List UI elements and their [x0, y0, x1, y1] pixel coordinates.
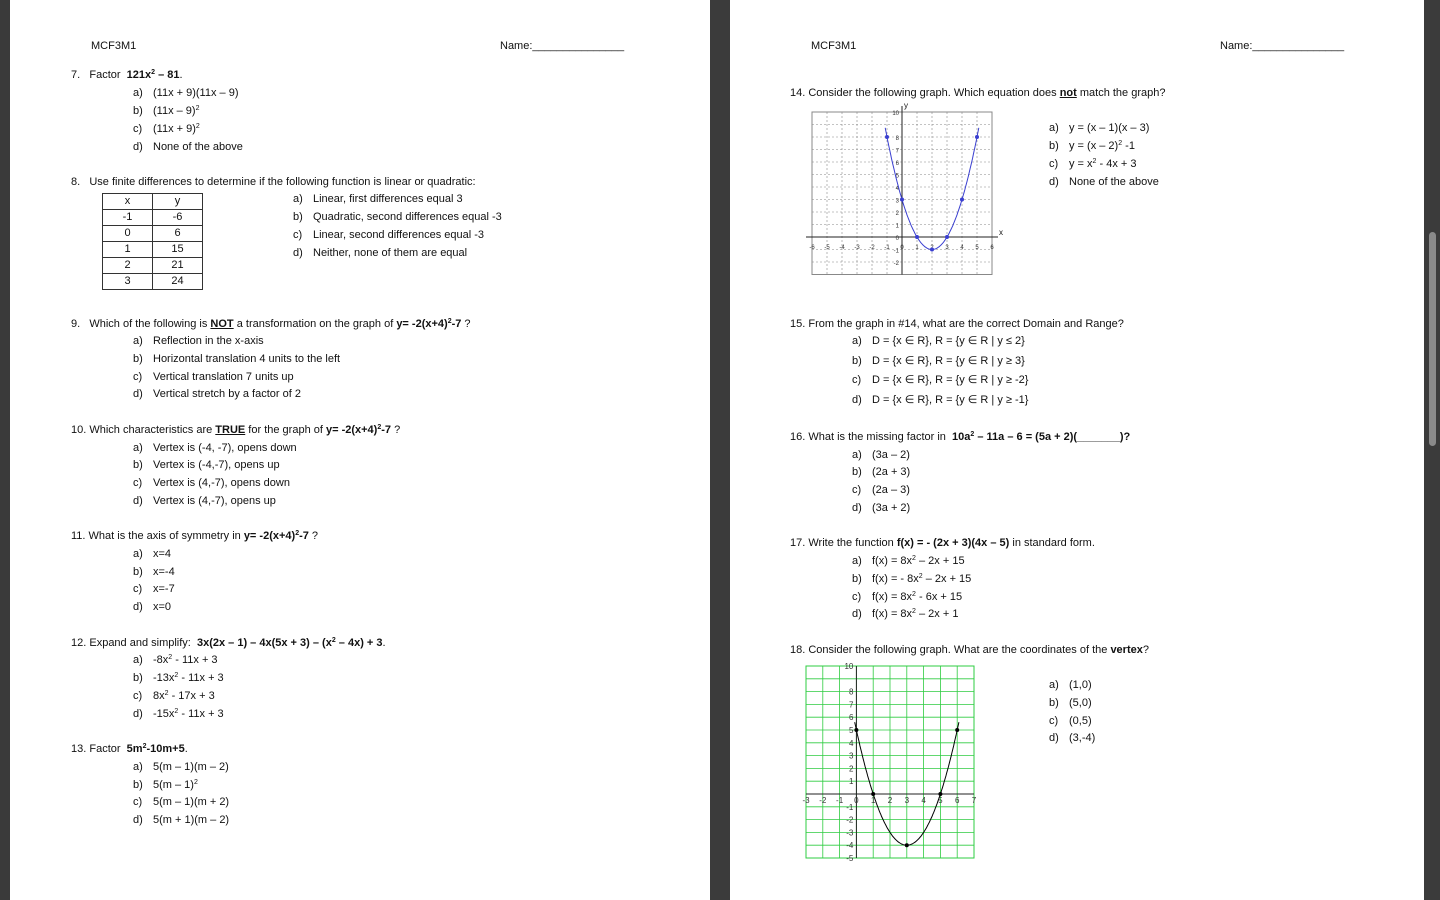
- y-axis-label: y: [904, 101, 908, 110]
- q17-option-a[interactable]: a) $f(x) = 8x^2 - 2x + 15$: [852, 555, 965, 567]
- course-code: MCF3M1: [91, 40, 137, 52]
- y-tick-label: 6: [848, 713, 854, 723]
- data-point: [975, 135, 979, 139]
- q18-option-c[interactable]: c) (0,5): [1049, 715, 1092, 727]
- q8-option-b[interactable]: b) Quadratic, second differences equal -3: [293, 211, 502, 223]
- x-tick-label: 6: [954, 796, 960, 805]
- x-tick-label: 0: [900, 245, 904, 251]
- q11-option-d[interactable]: d) x=0: [133, 601, 172, 613]
- data-point: [960, 198, 964, 202]
- q18-option-b[interactable]: b) (5,0): [1049, 697, 1092, 709]
- table-row: -1 -6: [103, 210, 203, 226]
- question-17: 17. Write the function f(x) = - (2x + 3)(4x – 5) in standard form.: [790, 537, 1095, 549]
- y-tick-label: -1: [846, 802, 854, 812]
- x-tick-label: -5: [824, 245, 830, 251]
- y-tick-label: 7: [895, 148, 899, 155]
- q12-option-d[interactable]: d) $-15x^2 - 11x + 3$: [133, 708, 224, 720]
- x-tick-label: -4: [839, 245, 845, 251]
- y-tick-label: 4: [848, 738, 854, 748]
- document-page-left: [10, 0, 710, 900]
- table-row: 2 21: [103, 258, 203, 274]
- q9-option-c[interactable]: c) Vertical translation 7 units up: [133, 371, 294, 383]
- x-tick-label: -6: [809, 245, 815, 251]
- q9-option-a[interactable]: a) Reflection in the x-axis: [133, 335, 264, 347]
- question-8: 8. Use finite differences to determine if the following function is linear or quadratic:: [71, 176, 476, 188]
- q8-option-c[interactable]: c) Linear, second differences equal -3: [293, 229, 485, 241]
- x-axis-label: x: [999, 228, 1003, 237]
- data-point: [900, 198, 904, 202]
- q10-option-a[interactable]: a) Vertex is (-4, -7), opens down: [133, 442, 297, 454]
- x-tick-label: 3: [945, 245, 949, 251]
- question-16: 16. What is the missing factor in $10a^2 - 11a - 6 = (5a$ + 2)(_______)?: [790, 431, 1131, 443]
- q10-option-c[interactable]: c) Vertex is (4,-7), opens down: [133, 477, 290, 489]
- y-tick-label: -3: [846, 828, 854, 838]
- y-tick-label: -4: [846, 841, 854, 851]
- q14-option-d[interactable]: d) None of the above: [1049, 176, 1159, 188]
- y-tick-label: 3: [895, 198, 899, 205]
- q7-option-a[interactable]: a) (11x + 9)(11x – 9): [133, 87, 239, 99]
- y-tick-label: 5: [848, 726, 854, 735]
- q13-option-d[interactable]: d) 5(m + 1)(m – 2): [133, 814, 230, 826]
- question-14: 14. Consider the following graph. Which equation does not match the graph?: [790, 87, 1166, 99]
- q7-option-d[interactable]: d) None of the above: [133, 141, 243, 153]
- x-tick-label: 1: [870, 796, 876, 805]
- y-tick-label: -2: [846, 815, 854, 825]
- data-point: [915, 235, 919, 239]
- q17-option-b[interactable]: b) f(x) = - $8x^2 - 2x + 15$: [852, 573, 972, 585]
- q11-option-a[interactable]: a) x=4: [133, 548, 172, 560]
- y-tick-label: -1: [893, 248, 899, 255]
- q14-parabola-graph: [806, 100, 1006, 285]
- q7-option-c[interactable]: c) $(11x + 9)^2$: [133, 123, 200, 135]
- q15-option-a[interactable]: a) D = {x ∈ R}, R = {y ∈ R | y ≤ 2}: [852, 335, 1025, 347]
- x-tick-label: 1: [915, 245, 919, 251]
- q16-option-c[interactable]: c) (2a – 3): [852, 484, 910, 496]
- q14-option-b[interactable]: b) y = (x – 2)$^2$ -1: [1049, 140, 1135, 152]
- q14-option-a[interactable]: a) y = (x – 1)(x – 3): [1049, 122, 1150, 134]
- data-point: [945, 235, 949, 239]
- page-gutter: [710, 0, 730, 900]
- question-7: 7. Factor $121x^2 - 81$.: [71, 69, 183, 81]
- x-tick-label: -3: [802, 796, 810, 805]
- scrollbar-thumb[interactable]: [1429, 232, 1436, 446]
- q18-option-d[interactable]: d) (3,-4): [1049, 732, 1096, 744]
- data-point: [930, 248, 934, 252]
- q15-option-d[interactable]: d) D = {x ∈ R}, R = {y ∈ R | y ≥ -1}: [852, 394, 1029, 406]
- finite-differences-table: [102, 193, 203, 290]
- q18-parabola-graph: [794, 656, 984, 861]
- y-tick-label: 5: [895, 173, 899, 180]
- q17-option-c[interactable]: c) $f(x) = 8x^2 - 6x + 15$: [852, 591, 963, 603]
- data-point: [938, 792, 942, 796]
- x-tick-label: 5: [938, 796, 943, 805]
- x-tick-label: 4: [921, 796, 926, 805]
- data-point: [955, 728, 959, 732]
- q18-option-a[interactable]: a) (1,0): [1049, 679, 1092, 691]
- y-tick-label: 8: [848, 687, 854, 697]
- q8-option-a[interactable]: a) Linear, first differences equal 3: [293, 193, 463, 205]
- question-12: 12. Expand and simplify: $3x(2x - 1) - 4x(5x + 3) - (x^2 - 4x) + 3$.: [71, 637, 386, 649]
- q17-option-d[interactable]: d) $f(x) = 8x^2 - 2x + 1$: [852, 608, 959, 620]
- x-tick-label: 6: [990, 245, 994, 251]
- y-tick-label: 0: [895, 236, 899, 242]
- y-tick-label: 3: [848, 751, 854, 761]
- q13-option-b[interactable]: b) 5(m – 1)$^2$: [133, 779, 198, 791]
- y-tick-label: 8: [895, 136, 899, 142]
- x-tick-label: 5: [975, 245, 979, 251]
- y-tick-label: 2: [895, 211, 899, 217]
- q7-option-b[interactable]: b) (11x – 9)$^2$: [133, 105, 200, 117]
- q10-option-b[interactable]: b) Vertex is (-4,-7), opens up: [133, 459, 280, 471]
- question-11: 11. What is the axis of symmetry in $y= -2(x+4)^2-7$ ?: [71, 530, 319, 542]
- q16-option-d[interactable]: d) (3a + 2): [852, 502, 911, 514]
- data-point: [854, 728, 858, 732]
- question-15: 15. From the graph in #14, what are the correct Domain and Range?: [790, 318, 1124, 330]
- y-tick-label: -2: [893, 261, 899, 267]
- q12-option-c[interactable]: c) $8x^2 - 17x + 3$: [133, 690, 215, 702]
- q16-option-b[interactable]: b) (2a + 3): [852, 466, 911, 478]
- scrollbar-track[interactable]: [1424, 0, 1440, 900]
- y-tick-label: 6: [895, 161, 899, 167]
- x-tick-label: 0: [854, 796, 859, 805]
- q9-option-d[interactable]: d) Vertical stretch by a factor of 2: [133, 388, 301, 400]
- data-point: [885, 135, 889, 139]
- x-tick-label: -3: [854, 245, 860, 251]
- q12-option-b[interactable]: b) $-13x^2 - 11x + 3$: [133, 672, 224, 684]
- x-tick-label: -2: [869, 245, 875, 251]
- table-row: 1 15: [103, 242, 203, 258]
- y-tick-label: 10: [844, 662, 854, 671]
- question-13: 13. Factor $5m^2-10m+5$.: [71, 743, 188, 755]
- q10-option-d[interactable]: d) Vertex is (4,-7), opens up: [133, 495, 276, 507]
- x-tick-label: 4: [960, 245, 964, 251]
- q16-option-a[interactable]: a) (3a – 2): [852, 449, 910, 461]
- table-row: 0 6: [103, 226, 203, 242]
- x-tick-label: 3: [904, 796, 910, 805]
- y-tick-label: 7: [848, 700, 854, 710]
- name-field-label: Name:_______________: [500, 40, 625, 52]
- question-18: 18. Consider the following graph. What are the coordinates of the vertex?: [790, 644, 1149, 656]
- q15-option-c[interactable]: c) D = {x ∈ R}, R = {y ∈ R | y ≥ -2}: [852, 374, 1029, 386]
- x-tick-label: -2: [819, 796, 827, 805]
- table-row: 3 24: [103, 274, 203, 290]
- question-10: 10. Which characteristics are TRUE for the graph of $y= -2(x+4)^2-7$ ?: [71, 424, 401, 436]
- table-header-row: x y: [103, 194, 203, 210]
- data-point: [905, 843, 909, 847]
- x-tick-label: 7: [971, 796, 977, 805]
- y-tick-label: 1: [895, 223, 899, 230]
- name-field-label: Name:_______________: [1220, 40, 1345, 52]
- q12-option-a[interactable]: a) $-8x^2 - 11x + 3$: [133, 654, 218, 666]
- x-tick-label: -1: [884, 245, 890, 251]
- document-page-right: [730, 0, 1424, 900]
- y-tick-label: 4: [895, 186, 899, 192]
- q11-option-c[interactable]: c) x=-7: [133, 583, 175, 595]
- q9-option-b[interactable]: b) Horizontal translation 4 units to the left: [133, 353, 341, 365]
- q15-option-b[interactable]: b) D = {x ∈ R}, R = {y ∈ R | y ≥ 3}: [852, 355, 1025, 367]
- question-9: 9. Which of the following is NOT a transformation on the graph of $y= -2(x+4)^2-7$ ?: [71, 318, 471, 330]
- q11-option-b[interactable]: b) x=-4: [133, 566, 175, 578]
- course-code: MCF3M1: [811, 40, 857, 52]
- q13-option-a[interactable]: a) 5(m – 1)(m – 2): [133, 761, 229, 773]
- q8-option-d[interactable]: d) Neither, none of them are equal: [293, 247, 468, 259]
- y-tick-label: 10: [892, 111, 899, 117]
- y-tick-label: 1: [848, 777, 854, 787]
- y-tick-label: -5: [846, 854, 854, 861]
- q13-option-c[interactable]: c) 5(m – 1)(m + 2): [133, 796, 230, 808]
- x-tick-label: 2: [887, 796, 893, 805]
- y-tick-label: 2: [848, 764, 854, 774]
- data-point: [871, 792, 875, 796]
- q14-option-c[interactable]: c) $y = x^2 - 4x + 3$: [1049, 158, 1137, 170]
- x-tick-label: -1: [836, 796, 844, 805]
